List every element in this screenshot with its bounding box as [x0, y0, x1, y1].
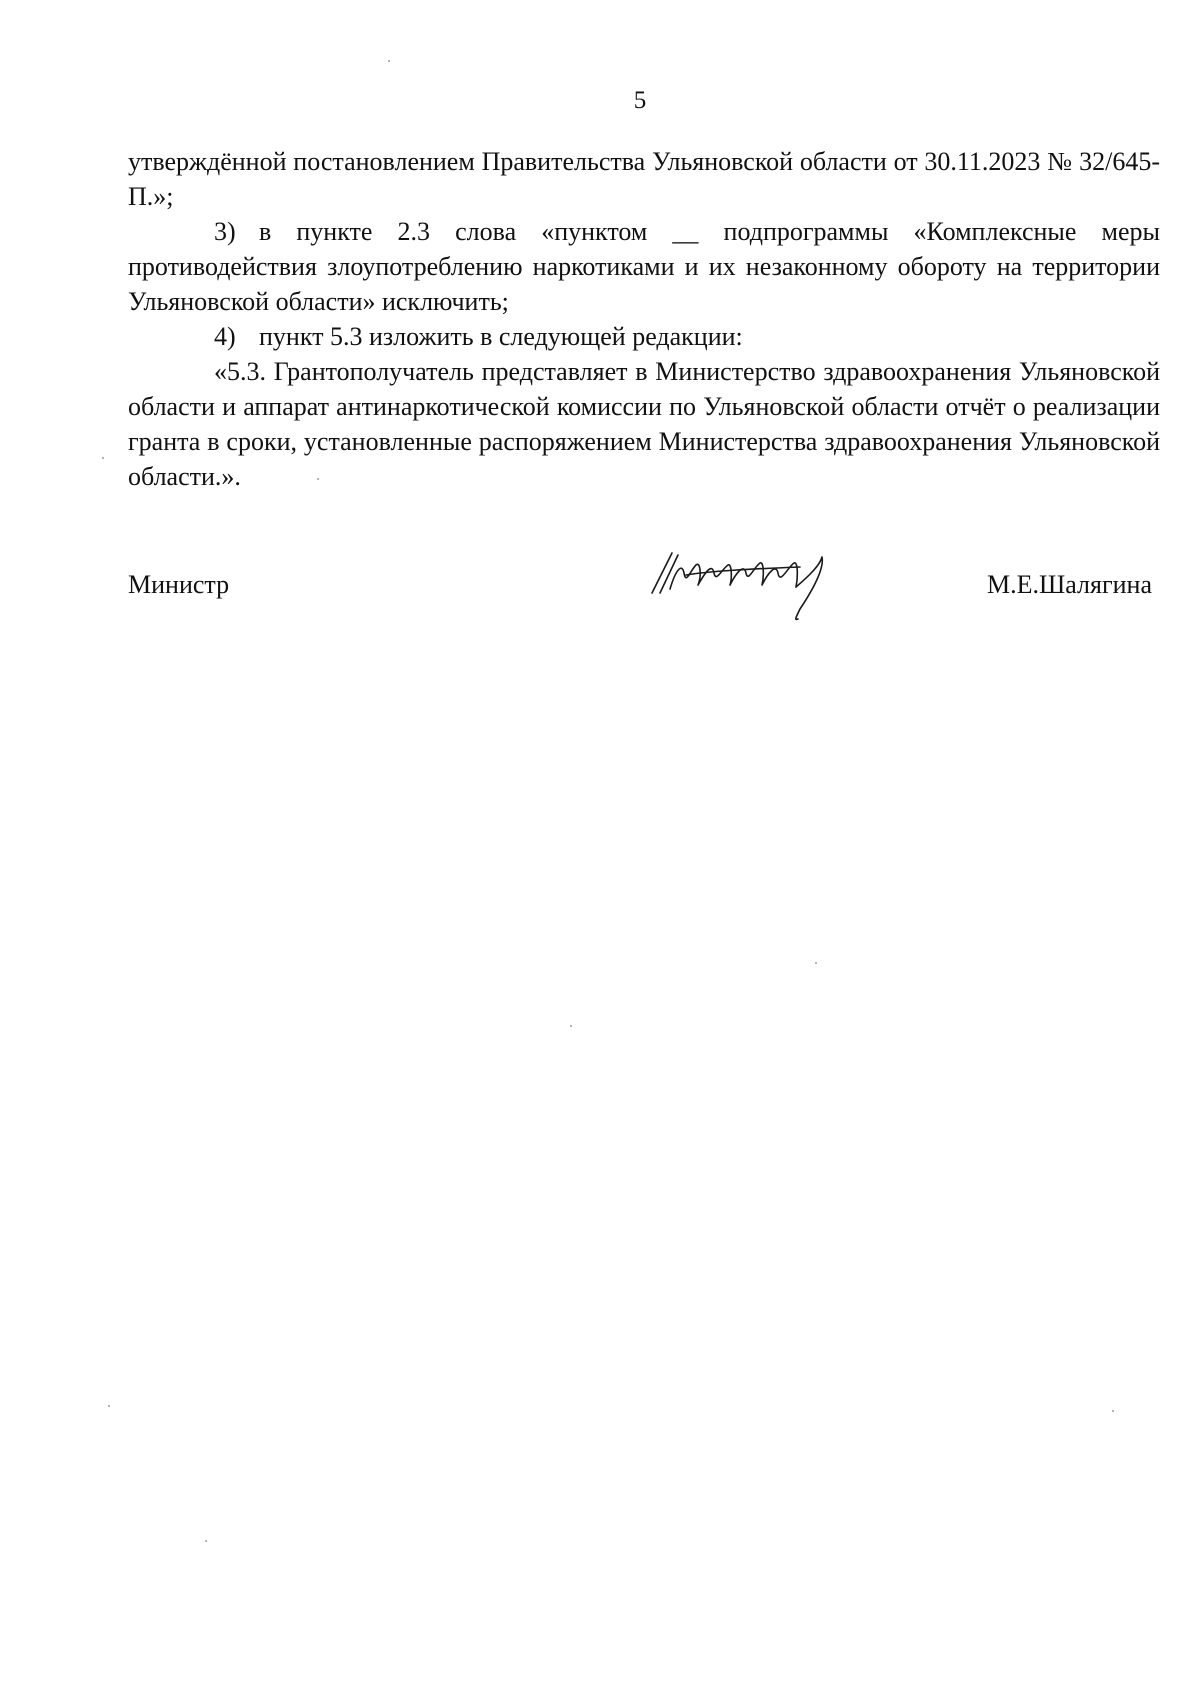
list-item-3-number: 3)	[214, 217, 236, 246]
scan-speck	[815, 962, 817, 964]
list-item-3	[128, 214, 1160, 319]
scan-speck	[570, 1025, 572, 1027]
signatory-title: Министр	[128, 570, 230, 599]
list-item-4-number: 4)	[214, 322, 236, 351]
scan-speck	[108, 1405, 110, 1407]
scan-speck	[102, 457, 104, 459]
scan-speck	[1112, 1410, 1114, 1412]
paragraph-5-3: «5.3. Грантополучатель представляет в Министерство здравоохранения Ульяновской области и аппарат антинаркотической комиссии по Ульяновской области отчёт о реализации гранта в сроки, установленные распоряжением Министерства здравоохранения Ульяновской области.».	[128, 357, 1160, 491]
page-number: 5	[633, 87, 647, 114]
scan-speck	[317, 478, 319, 480]
document-body	[128, 144, 1160, 494]
paragraph-regulation-reference: утверждённой постановлением Правительства Ульяновской области от 30.11.2023 № 32/645-П.»;	[128, 147, 1160, 211]
scan-speck	[205, 1540, 207, 1542]
list-item-3-text: в пункте 2.3 слова «пунктом __ подпрограммы «Комплексные меры противодействия злоупотреблению наркотиками и их незаконному обороту на территории Ульяновской области» исключить;	[128, 217, 1160, 316]
list-item-4	[128, 319, 1160, 354]
scan-speck	[388, 60, 390, 62]
list-item-4-text: пункт 5.3 изложить в следующей редакции:	[259, 322, 743, 351]
handwritten-signature	[650, 545, 860, 625]
signatory-name: М.Е.Шалягина	[987, 570, 1152, 599]
